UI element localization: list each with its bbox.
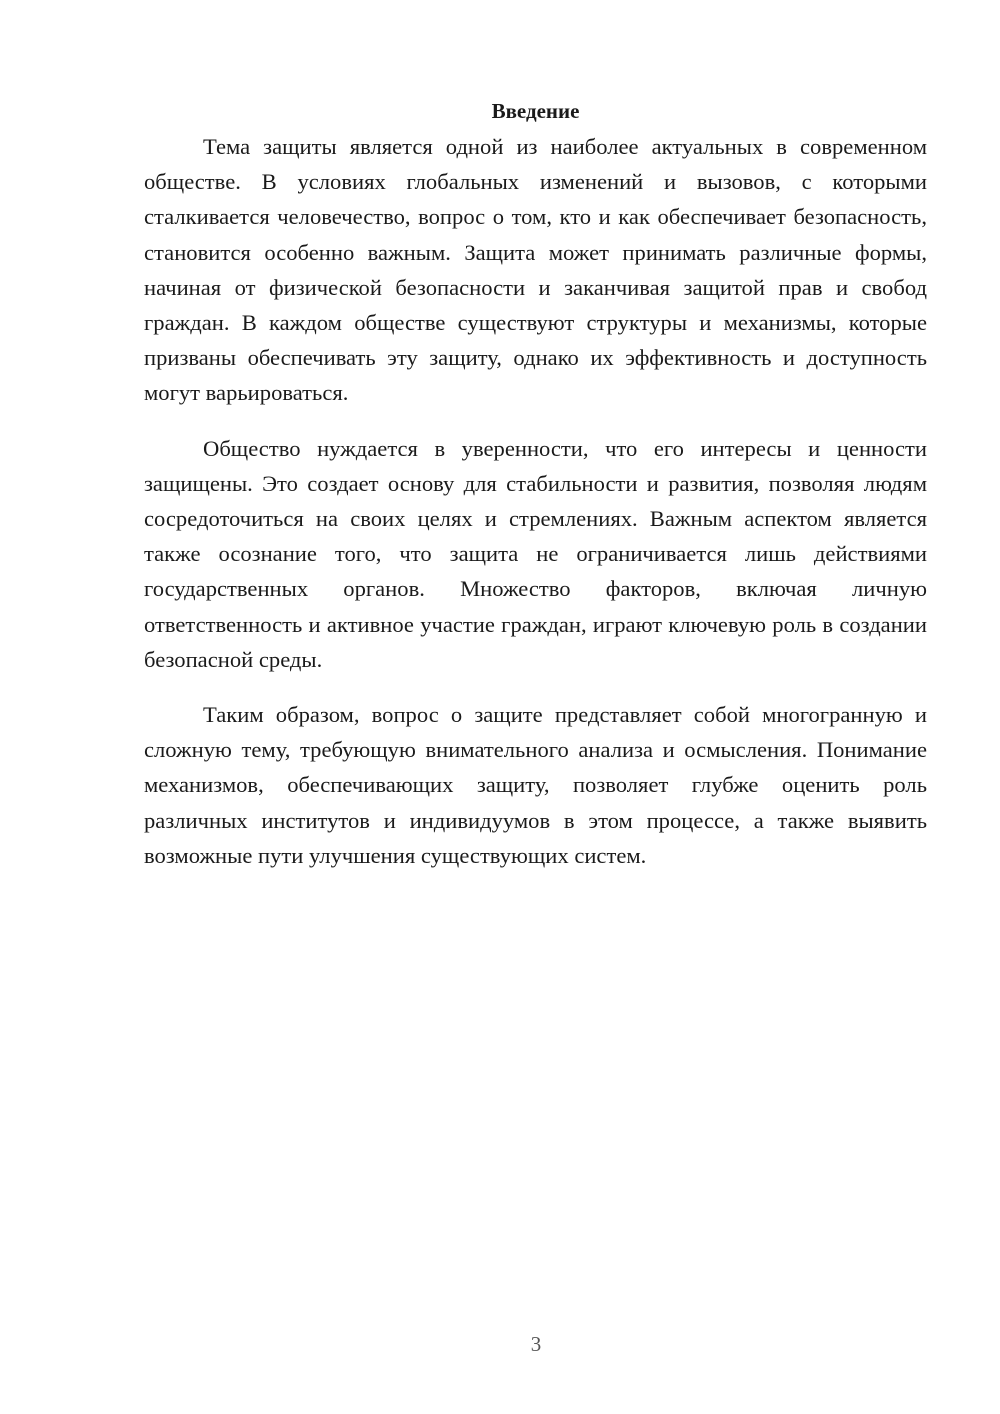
page-number: 3 — [530, 1332, 542, 1356]
paragraph-1: Тема защиты является одной из наиболее актуальных в современном обществе. В условиях глобальных изменений и вызовов, с которыми сталкивается человечество, вопрос о том, кто и как обеспечивает безопасность, становится особенно важным. Защита может принимать различные формы, начиная от физической безопасности и заканчивая защитой прав и свобод граждан. В каждом обществе существуют структуры и механизмы, которые призваны обеспечивать эту защиту, однако их эффективность и доступность могут варьироваться. — [144, 134, 927, 406]
section-title: Введение — [491, 99, 580, 123]
paragraph-2: Общество нуждается в уверенности, что его интересы и ценности защищены. Это создает основу для стабильности и развития, позволяя людям сосредоточиться на своих целях и стремлениях. Важным аспектом является также осознание того, что защита не ограничивается лишь действиями государственных органов. Множество факторов, включая личную ответственность и активное участие граждан, играют ключевую роль в создании безопасной среды. — [144, 435, 927, 672]
paragraph-3: Таким образом, вопрос о защите представляет собой многогранную и сложную тему, требующую внимательного анализа и осмысления. Понимание механизмов, обеспечивающих защиту, позволяет глубже оценить роль различных институтов и индивидуумов в этом процессе, а также выявить возможные пути улучшения существующих систем. — [144, 702, 927, 868]
page-content — [144, 94, 927, 893]
